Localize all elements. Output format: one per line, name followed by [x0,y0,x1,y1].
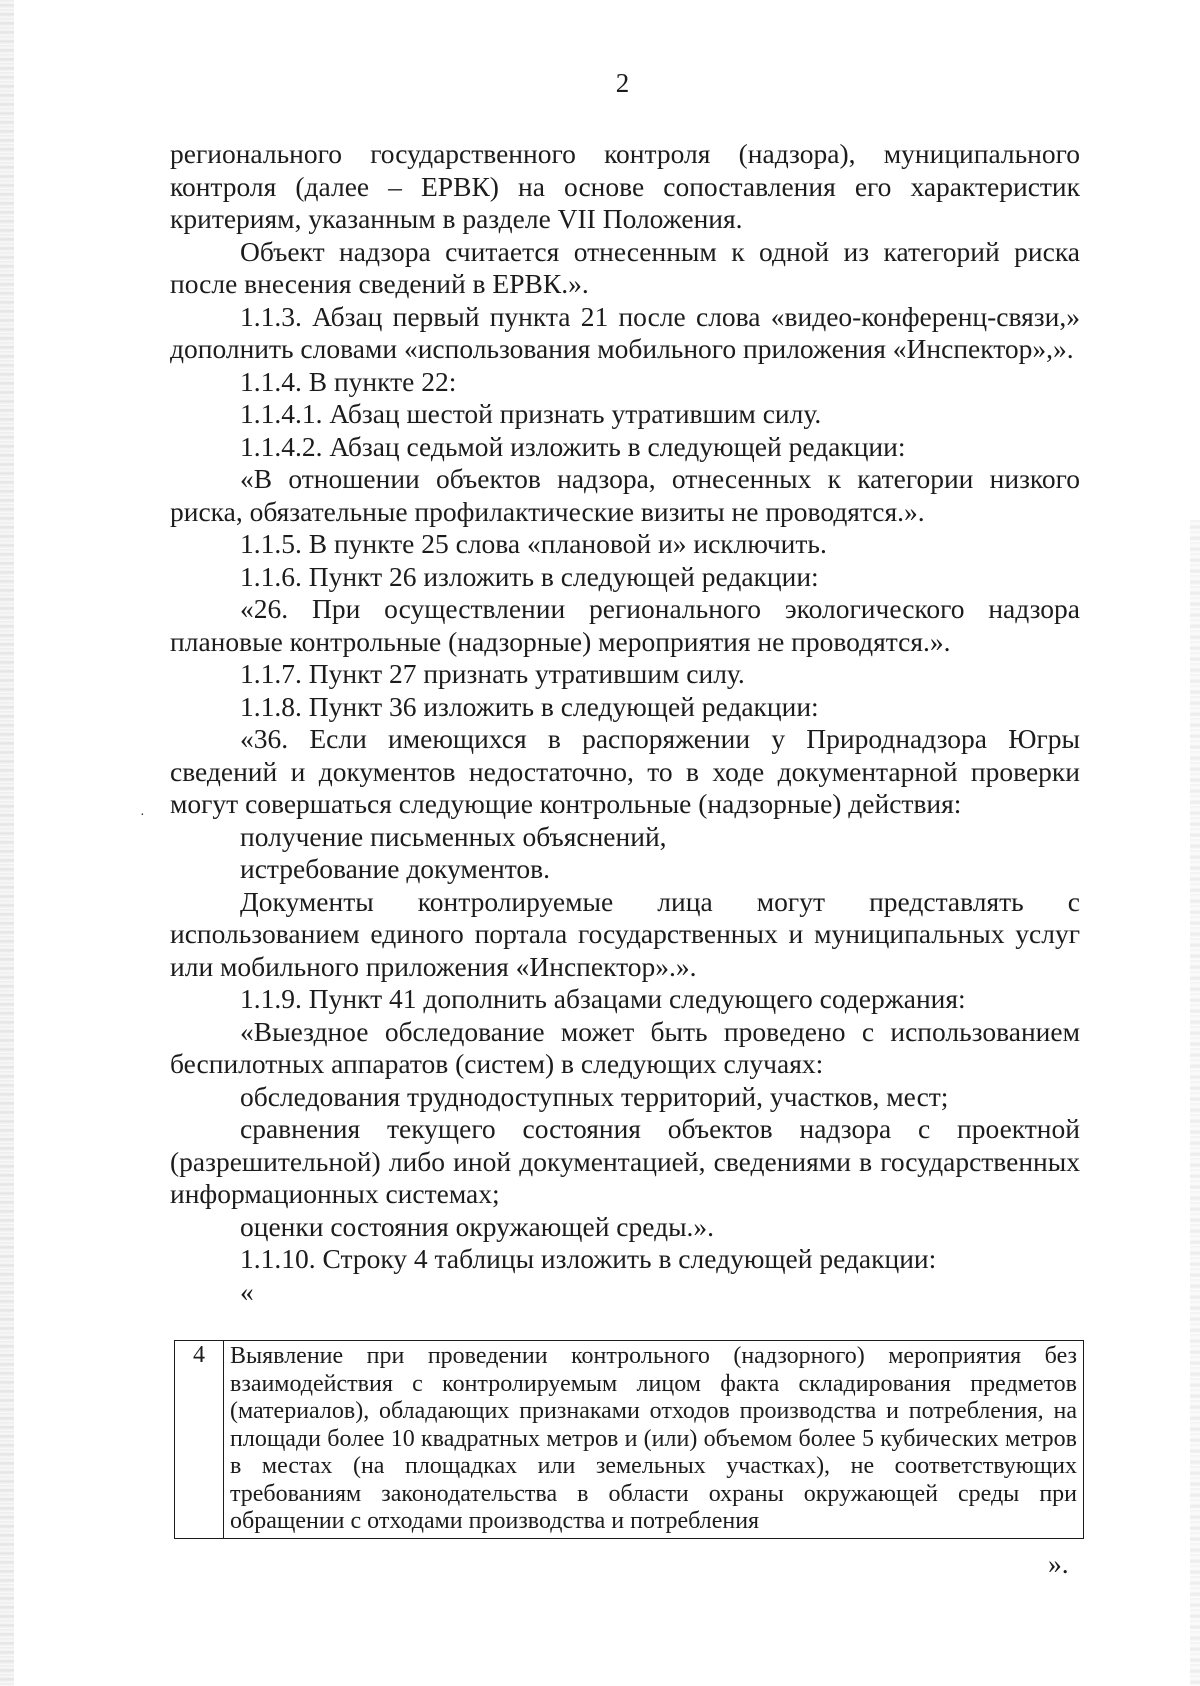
paragraph: 1.1.8. Пункт 36 изложить в следующей редакции: [240,690,819,722]
amendment-table [174,1340,1084,1539]
table-close-quote: ». [1048,1548,1069,1579]
paragraph: регионального государственного контроля (надзора), муниципального контроля (далее – ЕРВК) на основе сопоставления его характеристик критериям, указанным в разделе VII Положения. [170,138,1080,234]
paragraph: «Выездное обследование может быть проведено с использованием беспилотных аппаратов (систем) в следующих случаях: [170,1015,1080,1079]
paragraph: 1.1.6. Пункт 26 изложить в следующей редакции: [240,560,819,592]
paragraph: 1.1.5. В пункте 25 слова «плановой и» исключить. [240,528,827,559]
paragraph: Объект надзора считается отнесенным к одной из категорий риска после внесения сведений в ЕРВК.». [170,235,1080,299]
paragraph: 1.1.4.1. Абзац шестой признать утратившим силу. [240,398,822,429]
paragraph: «26. При осуществлении регионального экологического надзора плановые контрольные (надзорные) мероприятия не проводятся.». [170,593,1080,657]
paragraph: 1.1.3. Абзац первый пункта 21 после слова «видео-конференц-связи,» дополнить словами «использования мобильного приложения «Инспектор»,». [170,300,1080,364]
paragraph: 1.1.4. В пункте 22: [240,365,457,397]
paragraph: «36. Если имеющихся в распоряжении у Природнадзора Югры сведений и документов недостаточно, то в ходе документарной проверки могут совершаться следующие контрольные (надзорные) действия: [170,723,1080,819]
paragraph: обследования труднодоступных территорий, участков, мест; [240,1080,949,1112]
table-row [175,1341,1084,1539]
paragraph: 1.1.9. Пункт 41 дополнить абзацами следующего содержания: [240,983,966,1014]
paragraph: сравнения текущего состояния объектов надзора с проектной (разрешительной) либо иной документацией, сведениями в государственных информационных системах; [170,1113,1080,1209]
paragraph: 1.1.7. Пункт 27 признать утратившим силу. [240,658,745,689]
scan-edge-right [1190,520,1200,1686]
paragraph: 1.1.10. Строку 4 таблицы изложить в следующей редакции: [240,1243,937,1274]
paragraph: оценки состояния окружающей среды.». [240,1210,715,1242]
paragraph: Документы контролируемые лица могут представлять с использованием единого портала государственных и муниципальных услуг или мобильного приложения «Инспектор».». [170,885,1080,982]
document-body [170,138,1080,1308]
paragraph: истребование документов. [240,853,551,884]
table-cell-number: 4 [175,1341,224,1539]
scan-edge-left [0,0,14,1686]
table-open-quote: « [240,1275,254,1307]
page-number: 2 [615,68,630,98]
paragraph: получение письменных объяснений, [240,820,667,852]
paragraph: «В отношении объектов надзора, отнесенных к категории низкого риска, обязательные профилактические визиты не проводятся.». [170,463,1080,527]
paragraph: 1.1.4.2. Абзац седьмой изложить в следующей редакции: [240,430,906,462]
table-cell-text: Выявление при проведении контрольного (надзорного) мероприятия без взаимодействия с контролируемым лицом факта складирования предметов (материалов), обладающих признаками отходов производства и потребления, на площади более 10 квадратных метров и (или) объемом более 5 кубических метров в местах (на площадках или земельных участках), не соответствующих требованиям законодательства в области охраны окружающей среды при обращении с отходами производства и потребления [224,1341,1084,1539]
margin-mark: · [140,808,145,823]
